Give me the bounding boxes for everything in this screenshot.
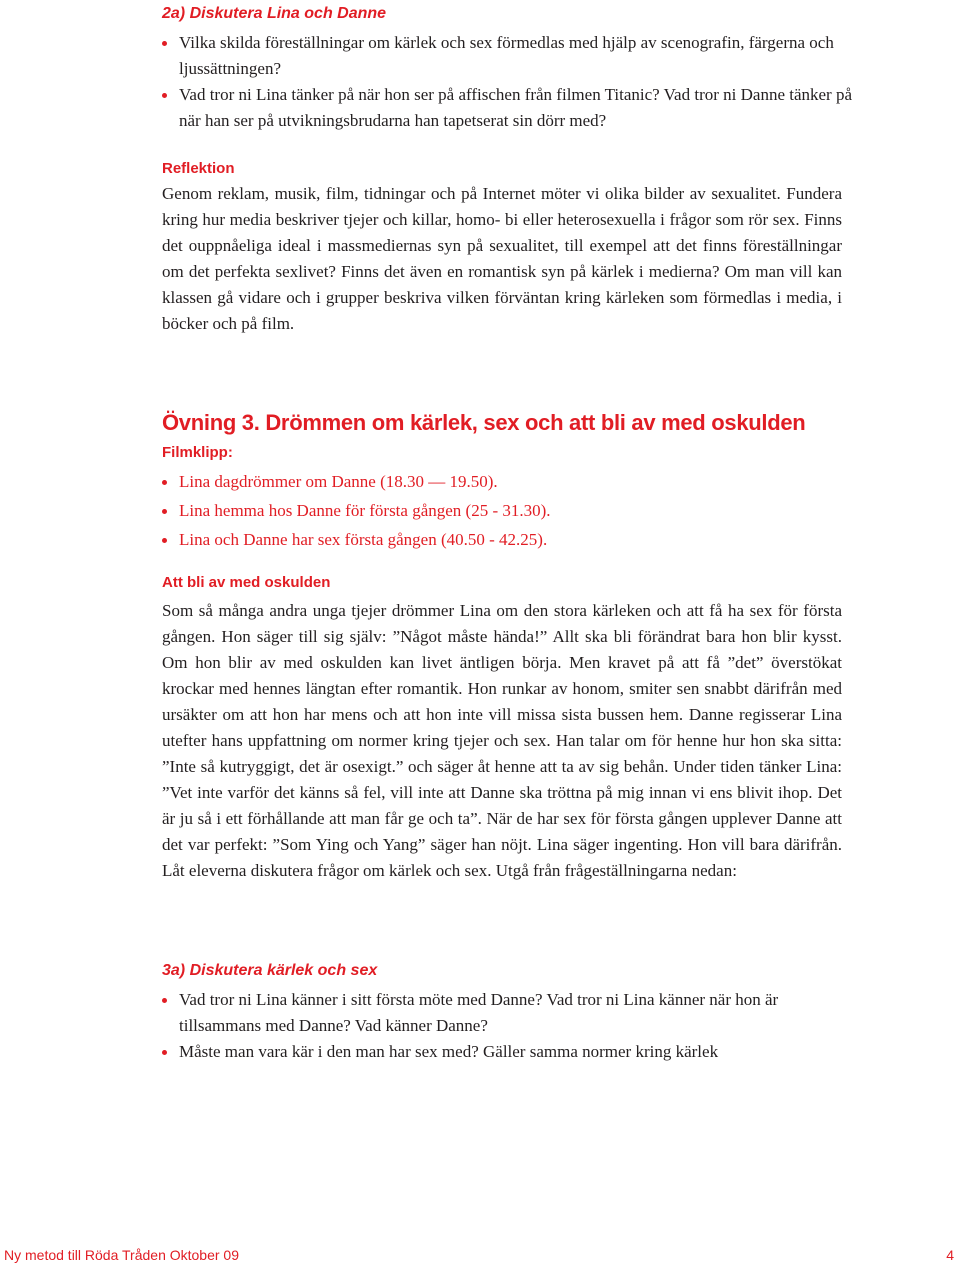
list-item: Lina hemma hos Danne för första gången (25 - 31.30). — [162, 496, 852, 525]
film-clip-list — [162, 467, 852, 554]
bullet-dot-icon — [162, 93, 167, 98]
list-item: Vad tror ni Lina känner i sitt första möte med Danne? Vad tror ni Lina känner när hon är tillsammans med Danne? Vad känner Danne? — [162, 987, 822, 1039]
list-item: Vilka skilda föreställningar om kärlek och sex förmedlas med hjälp av scenografin, färgerna och ljussättningen? — [162, 30, 852, 82]
list-item: Vad tror ni Lina tänker på när hon ser på affischen från filmen Titanic? Vad tror ni Danne tänker på när han ser på utvikningsbrudarna han tapetserat sin dörr med? — [162, 82, 852, 134]
oskulden-paragraph: Som så många andra unga tjejer drömmer Lina om den stora kärleken och att få ha sex för första gången. Hon säger till sig själv: ”Något måste hända!” Allt ska bli förändrat bara hon blir kysst. Om hon blir av med oskulden kan livet äntligen börja. Men kravet på att få ”det” överstökat krockar med hennes längtan efter romantik. Hon runkar av honom, smiter sen snabbt därifrån med ursäkter om att hon har mens och att hon inte vill missa sista bussen hem. Danne regisserar Lina utefter hans uppfattning om normer kring tjejer och sex. Han talar om för henne hur hon ska sitta: ”Inte så kutryggigt, det är osexigt.” och säger åt henne att ta av sig behån. Under tiden tänker Lina: ”Vet inte varför det känns så fel, vill inte att Danne ska tröttna på mig innan vi ens blivit ihop. Det är ju så i ett förhållande att man får ge och ta”. När de har sex för första gången upplever Danne att det var perfekt: ”Som Ying och Yang” säger han nöjt. Lina säger ingenting. Hon vill bara därifrån. Låt eleverna diskutera frågor om kärlek och sex. Utgå från frågeställningarna nedan: — [162, 601, 842, 880]
bullet-dot-icon — [162, 509, 167, 514]
section-2a-bullet-list — [162, 30, 852, 134]
bullet-dot-icon — [162, 41, 167, 46]
bullet-dot-icon — [162, 480, 167, 485]
bullet-dot-icon — [162, 1050, 167, 1055]
section-2a-heading: 2a) Diskutera Lina och Danne — [162, 5, 387, 22]
exercise-title: Övning 3. Drömmen om kärlek, sex och att bli av med oskulden — [162, 410, 806, 435]
list-item: Måste man vara kär i den man har sex med? Gäller samma normer kring kärlek — [162, 1039, 822, 1065]
oskulden-heading: Att bli av med oskulden — [162, 574, 331, 591]
bullet-dot-icon — [162, 538, 167, 543]
section-3a-heading: 3a) Diskutera kärlek och sex — [162, 962, 378, 979]
page-number: 4 — [946, 1247, 954, 1263]
bullet-dot-icon — [162, 998, 167, 1003]
list-item: Lina och Danne har sex första gången (40.50 - 42.25). — [162, 525, 852, 554]
section-3a-bullet-list — [162, 987, 822, 1065]
reflektion-heading: Reflektion — [162, 160, 235, 177]
filmklipp-label: Filmklipp: — [162, 444, 233, 461]
footer-text: Ny metod till Röda Tråden Oktober 09 — [4, 1247, 240, 1263]
reflektion-paragraph: Genom reklam, musik, film, tidningar och på Internet möter vi olika bilder av sexualitet. Fundera kring hur media beskriver tjejer och killar, homo- bi eller heterosexuella i frågor som rör sex. Finns det ouppnåeliga ideal i massmediernas syn på sexualitet, till exempel att det finns föreställningar om det perfekta sexlivet? Finns det även en romantisk syn på kärlek i medierna? Om man vill kan klassen gå vidare och i grupper beskriva vilken förväntan kring kärleken som förmedlas i media, i böcker och på film. — [162, 184, 842, 333]
list-item: Lina dagdrömmer om Danne (18.30 — 19.50). — [162, 467, 852, 496]
